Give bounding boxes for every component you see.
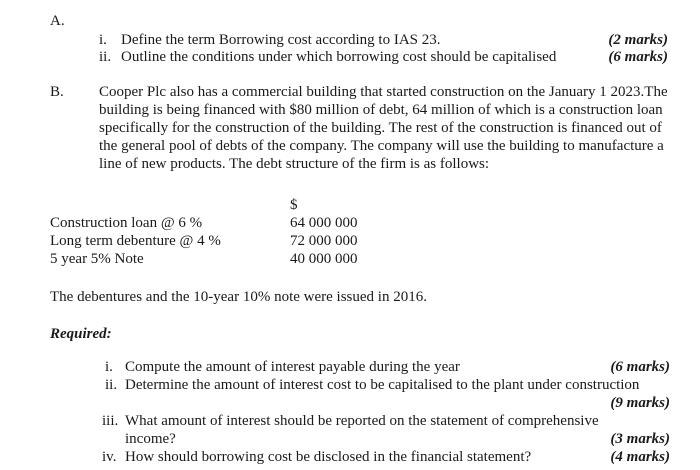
- question-4-marks: (4 marks): [610, 449, 670, 465]
- question-2-marks: (9 marks): [610, 395, 670, 411]
- section-a-item-2-number: ii.: [99, 49, 112, 65]
- question-1-text: Compute the amount of interest payable during the year: [125, 359, 460, 375]
- section-a-item-2-marks: (6 marks): [608, 49, 668, 65]
- section-a-item-1-number: i.: [99, 32, 107, 48]
- section-b-label: B.: [50, 84, 64, 100]
- section-a-item-1-text: Define the term Borrowing cost according to IAS 23.: [121, 32, 441, 48]
- debt-row-2-amount: 72 000 000: [290, 233, 358, 249]
- debt-row-2-name: Long term debenture @ 4 %: [50, 233, 221, 249]
- question-1-number: i.: [105, 359, 113, 375]
- debt-row-1-name: Construction loan @ 6 %: [50, 215, 203, 231]
- required-label: Required:: [50, 326, 112, 342]
- question-3-text: What amount of interest should be reported on the statement of comprehensive: [125, 413, 599, 429]
- question-1-marks: (6 marks): [610, 359, 670, 375]
- section-a-item-2-text: Outline the conditions under which borrowing cost should be capitalised: [121, 49, 557, 65]
- debt-row-3-name: 5 year 5% Note: [50, 251, 144, 267]
- section-b-paragraph: Cooper Plc also has a commercial building that started construction on the January 1 2023.The building is being financed with $80 million of debt, 64 million of which is a construction loan specifically for the construction of the building. The rest of the construction is financed out of the general pool of debts of the company. The company will use the building to manufacture a line of new products. The debt structure of the firm is as follows:: [99, 84, 668, 172]
- question-4-text: How should borrowing cost be disclosed in the financial statement?: [125, 449, 532, 465]
- section-a-item-1-marks: (2 marks): [608, 32, 668, 48]
- question-3-text-continued: income?: [125, 431, 176, 447]
- question-4-number: iv.: [102, 449, 117, 465]
- debt-row-3-amount: 40 000 000: [290, 251, 358, 267]
- currency-header: $: [290, 197, 298, 213]
- question-2-text: Determine the amount of interest cost to be capitalised to the plant under construction: [125, 377, 640, 393]
- question-3-marks: (3 marks): [610, 431, 670, 447]
- question-2-number: ii.: [105, 377, 118, 393]
- issuance-note: The debentures and the 10-year 10% note were issued in 2016.: [50, 289, 427, 305]
- section-a-label: A.: [50, 13, 65, 29]
- question-3-number: iii.: [102, 413, 119, 429]
- debt-row-1-amount: 64 000 000: [290, 215, 358, 231]
